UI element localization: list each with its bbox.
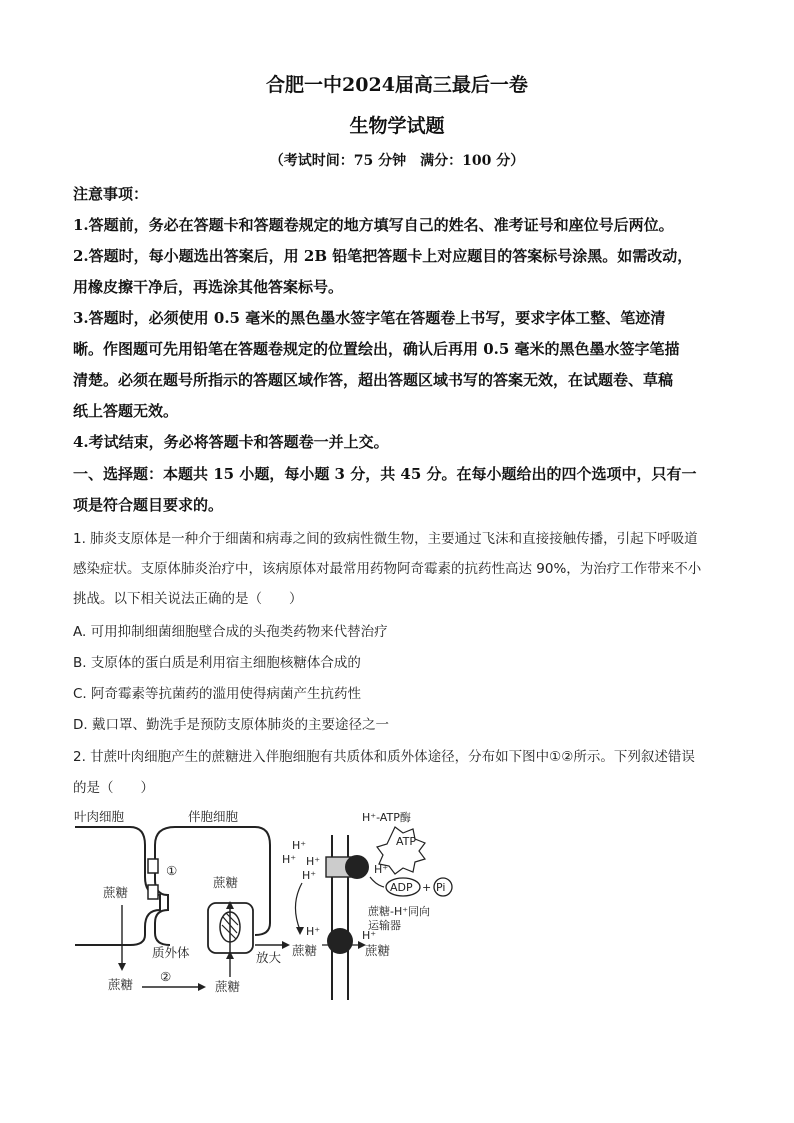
notice-line: 1.答题前，务必在答题卡和答题卷规定的地方填写自己的姓名、准考证号和座位号后两位。 — [73, 216, 674, 234]
mesophyll-label: 叶肉细胞 — [74, 809, 125, 824]
q2-stem: 2. 甘蔗叶肉细胞产生的蔗糖进入伴胞细胞有共质体和质外体途径，分布如下图中①②所示。下列叙述错误 — [73, 749, 695, 765]
sucrose-label: 蔗糖 — [213, 875, 239, 890]
sucrose-label: 蔗糖 — [365, 943, 391, 958]
route-1-label: ① — [166, 863, 178, 878]
notice-line: 4.考试结束，务必将答题卡和答题卷一并上交。 — [73, 433, 389, 451]
sucrose-label: 蔗糖 — [103, 885, 129, 900]
h-ion-label: H⁺ — [302, 869, 317, 882]
atpase-pump — [345, 855, 369, 879]
q1-stem: 1. 肺炎支原体是一种介于细菌和病毒之间的致病性微生物，主要通过飞沫和直接接触传播，引起下呼吸道 — [73, 531, 698, 547]
exam-title: 合肥一中2024届高三最后一卷 — [266, 74, 528, 96]
cotransporter — [327, 928, 353, 954]
magnify-label: 放大 — [256, 950, 282, 965]
notice-heading: 注意事项： — [73, 185, 149, 203]
notice-line: 纸上答题无效。 — [73, 402, 179, 420]
cotransporter-label: 蔗糖-H⁺同向 — [368, 905, 431, 918]
notice-line: 3.答题时，必须使用 0.5 毫米的黑色墨水签字笔在答题卷上书写，要求字体工整、笔迹清 — [73, 309, 666, 327]
adp-label: ADP — [390, 881, 413, 894]
q1-option-b: B. 支原体的蛋白质是利用宿主细胞核糖体合成的 — [73, 655, 361, 671]
cotransporter-label: 运输器 — [368, 919, 401, 932]
sucrose-label: 蔗糖 — [292, 943, 318, 958]
q1-option-c: C. 阿奇霉素等抗菌药的滥用使得病菌产生抗药性 — [73, 686, 362, 702]
q2-stem: 的是（ ） — [73, 780, 154, 796]
h-ion-label: H⁺ — [306, 925, 321, 938]
plasmodesma — [148, 859, 158, 873]
atpase-label: H⁺-ATP酶 — [362, 811, 411, 824]
h-ion-label: H⁺ — [292, 839, 307, 852]
h-ion-label: H⁺ — [306, 855, 321, 868]
atp-label: ATP — [396, 835, 417, 848]
q1-option-a: A. 可用抑制细菌细胞壁合成的头孢类药物来代替治疗 — [73, 624, 388, 640]
q1-stem: 感染症状。支原体肺炎治疗中，该病原体对最常用药物阿奇霉素的抗药性高达 90%，为治疗工作带来不小 — [73, 561, 702, 577]
sucrose-label: 蔗糖 — [215, 979, 241, 994]
h-ion-label: H⁺ — [362, 929, 377, 942]
sucrose-transport-diagram — [70, 805, 460, 1005]
exam-subject: 生物学试题 — [349, 115, 445, 137]
notice-line: 晰。作图题可先用铅笔在答题卷规定的位置绘出，确认后再用 0.5 毫米的黑色墨水签字笔描 — [73, 340, 680, 358]
sucrose-label: 蔗糖 — [108, 977, 134, 992]
h-ion-label: H⁺ — [374, 863, 389, 876]
q1-stem: 挑战。以下相关说法正确的是（ ） — [73, 591, 303, 607]
notice-line: 用橡皮擦干净后，再选涂其他答案标号。 — [73, 278, 344, 296]
plasmodesma — [148, 885, 158, 899]
pi-label: Pi — [436, 881, 446, 894]
q1-option-d: D. 戴口罩、勤洗手是预防支原体肺炎的主要途径之一 — [73, 717, 389, 733]
route-2-label: ② — [160, 969, 172, 984]
exam-info: （考试时间：75 分钟 满分：100 分） — [269, 153, 525, 169]
apoplast-label: 质外体 — [152, 945, 190, 960]
section-heading: 一、选择题：本题共 15 小题，每小题 3 分，共 45 分。在每小题给出的四个选项中，只有一 — [73, 465, 697, 483]
section-heading: 项是符合题目要求的。 — [73, 496, 224, 514]
companion-label: 伴胞细胞 — [188, 809, 239, 824]
h-ion-label: H⁺ — [282, 853, 297, 866]
plus-sign: + — [422, 881, 432, 894]
notice-line: 2.答题时，每小题选出答案后，用 2B 铅笔把答题卡上对应题目的答案标号涂黑。如需改动， — [73, 247, 693, 265]
notice-line: 清楚。必须在题号所指示的答题区域作答，超出答题区域书写的答案无效，在试题卷、草稿 — [73, 371, 674, 389]
